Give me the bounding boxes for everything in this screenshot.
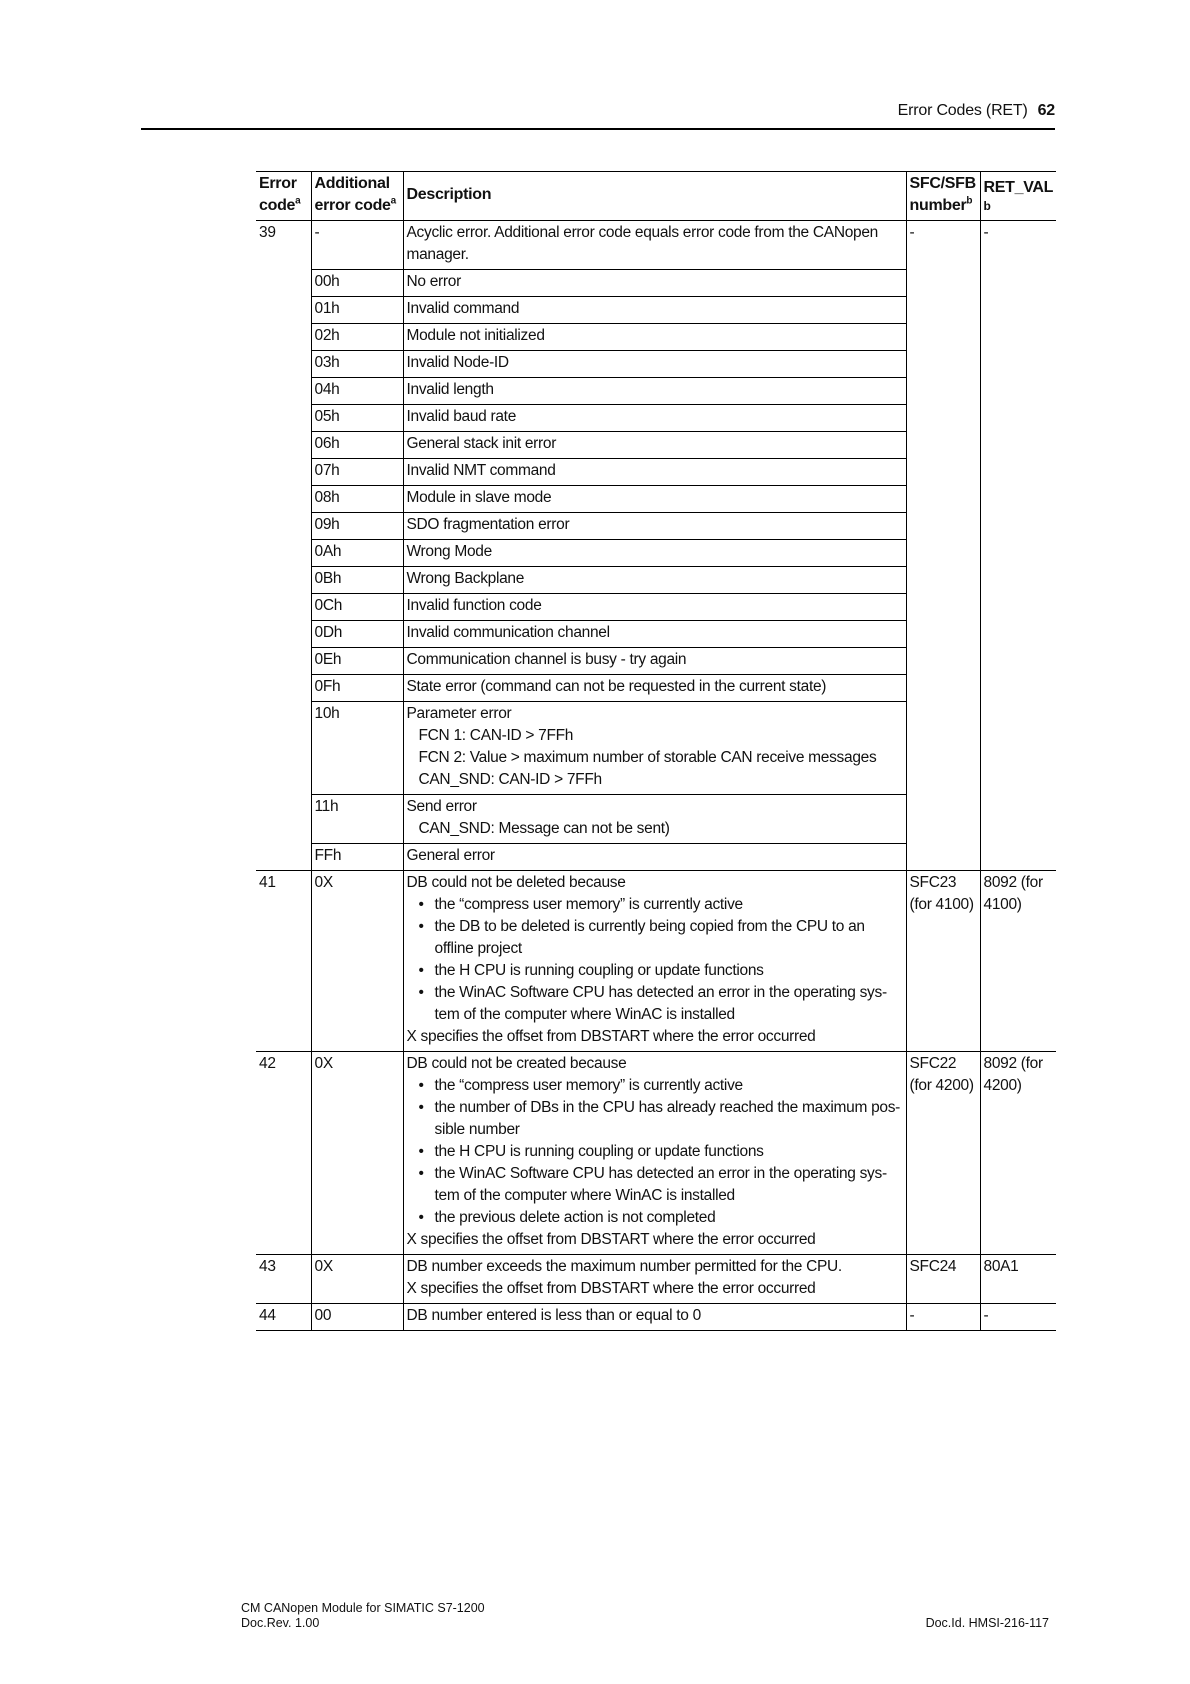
additional-code: 0X bbox=[311, 1255, 403, 1304]
list-item: • the WinAC Software CPU has detected an error in the operating sys-tem of the computer where WinAC is installed bbox=[407, 982, 903, 1026]
col-header-error-code: Error code$^a$ bbox=[256, 172, 311, 221]
description: Invalid length bbox=[403, 378, 906, 405]
additional-code: 00 bbox=[311, 1304, 403, 1331]
list-item: • the previous delete action is not completed bbox=[407, 1207, 903, 1229]
sfc-number: SFC22 (for 4200) bbox=[906, 1052, 980, 1255]
additional-code: 0Eh bbox=[311, 648, 403, 675]
additional-code: - bbox=[311, 221, 403, 270]
description: Invalid baud rate bbox=[403, 405, 906, 432]
bullet-list bbox=[407, 894, 903, 1026]
page-header bbox=[141, 98, 1055, 130]
description: Module not initialized bbox=[403, 324, 906, 351]
col-header-sfc: SFC/SFB number$^b$ bbox=[906, 172, 980, 221]
additional-code: 08h bbox=[311, 486, 403, 513]
ret-val: 80A1 bbox=[980, 1255, 1056, 1304]
description: Send error CAN_SND: Message can not be sent) bbox=[403, 795, 906, 844]
sfc-number: SFC24 bbox=[906, 1255, 980, 1304]
list-item: • the “compress user memory” is currently active bbox=[407, 1075, 903, 1097]
description: General error bbox=[403, 844, 906, 871]
sfc-number: SFC23 (for 4100) bbox=[906, 871, 980, 1052]
additional-code: 10h bbox=[311, 702, 403, 795]
ret-val: 8092 (for 4100) bbox=[980, 871, 1056, 1052]
bullet-list bbox=[407, 1075, 903, 1229]
col-header-description: Description bbox=[403, 172, 906, 221]
description: General stack init error bbox=[403, 432, 906, 459]
additional-code: 01h bbox=[311, 297, 403, 324]
description: DB could not be created because • the “compress user memory” is currently active • the number of DBs in the CPU has already reached the maximum pos-sible number • the H CPU is running coupling or update functions • the WinAC Software CPU has detected an error in the operating sys-tem of the computer where WinAC is installed • the previous delete action is not completed X specifies the offset from DBSTART where the error occurred bbox=[403, 1052, 906, 1255]
error-code-42: 42 bbox=[256, 1052, 311, 1255]
page-number: 62 bbox=[1037, 102, 1055, 119]
footer-title: CM CANopen Module for SIMATIC S7-1200 bbox=[241, 1601, 485, 1615]
table-row bbox=[256, 1255, 1056, 1304]
ret-val: - bbox=[980, 1304, 1056, 1331]
header-text bbox=[898, 102, 1055, 120]
additional-code: 0Ch bbox=[311, 594, 403, 621]
table-row bbox=[256, 1052, 1056, 1255]
additional-code: 0X bbox=[311, 871, 403, 1052]
list-item: • the “compress user memory” is currently active bbox=[407, 894, 903, 916]
error-code-39: 39 bbox=[256, 221, 311, 871]
description: Wrong Mode bbox=[403, 540, 906, 567]
footer-doc-id: Doc.Id. HMSI-216-117 bbox=[925, 1616, 1049, 1630]
description: Invalid communication channel bbox=[403, 621, 906, 648]
additional-code: 0Fh bbox=[311, 675, 403, 702]
description: State error (command can not be requested in the current state) bbox=[403, 675, 906, 702]
description: Invalid Node-ID bbox=[403, 351, 906, 378]
list-item: • the number of DBs in the CPU has already reached the maximum pos-sible number bbox=[407, 1097, 903, 1141]
ret-val: 8092 (for 4200) bbox=[980, 1052, 1056, 1255]
additional-code: 05h bbox=[311, 405, 403, 432]
description: DB number exceeds the maximum number permitted for the CPU. X specifies the offset from DBSTART where the error occurred bbox=[403, 1255, 906, 1304]
list-item: • the H CPU is running coupling or update functions bbox=[407, 960, 903, 982]
description: Communication channel is busy - try again bbox=[403, 648, 906, 675]
error-code-41: 41 bbox=[256, 871, 311, 1052]
additional-code: 00h bbox=[311, 270, 403, 297]
table-row bbox=[256, 221, 1056, 270]
section-title: Error Codes (RET) bbox=[897, 102, 1028, 119]
description: DB could not be deleted because • the “compress user memory” is currently active • the DB to be deleted is currently being copied from the CPU to an offline project • the H CPU is running coupling or update functions • the WinAC Software CPU has detected an error in the operating sys-tem of the computer where WinAC is installed X specifies the offset from DBSTART where the error occurred bbox=[403, 871, 906, 1052]
sfc-number: - bbox=[906, 1304, 980, 1331]
additional-code: 0X bbox=[311, 1052, 403, 1255]
description: SDO fragmentation error bbox=[403, 513, 906, 540]
additional-code: 07h bbox=[311, 459, 403, 486]
list-item: • the DB to be deleted is currently being copied from the CPU to an offline project bbox=[407, 916, 903, 960]
ret-val: - bbox=[980, 221, 1056, 871]
list-item: • the H CPU is running coupling or update functions bbox=[407, 1141, 903, 1163]
additional-code: 0Bh bbox=[311, 567, 403, 594]
additional-code: FFh bbox=[311, 844, 403, 871]
footer-revision: Doc.Rev. 1.00 bbox=[241, 1616, 320, 1630]
additional-code: 02h bbox=[311, 324, 403, 351]
additional-code: 11h bbox=[311, 795, 403, 844]
col-header-retval: RET_VAL b bbox=[980, 172, 1056, 221]
table-row bbox=[256, 871, 1056, 1052]
additional-code: 09h bbox=[311, 513, 403, 540]
table-row bbox=[256, 1304, 1056, 1331]
additional-code: 03h bbox=[311, 351, 403, 378]
description: DB number entered is less than or equal to 0 bbox=[403, 1304, 906, 1331]
error-code-table bbox=[256, 171, 1056, 1331]
list-item: • the WinAC Software CPU has detected an error in the operating sys-tem of the computer where WinAC is installed bbox=[407, 1163, 903, 1207]
description: Module in slave mode bbox=[403, 486, 906, 513]
sfc-number: - bbox=[906, 221, 980, 871]
table-header-row bbox=[256, 172, 1056, 221]
additional-code: 0Ah bbox=[311, 540, 403, 567]
col-header-additional: Additional error code$^a$ bbox=[311, 172, 403, 221]
description: Acyclic error. Additional error code equals error code from the CANopen manager. bbox=[403, 221, 906, 270]
additional-code: 04h bbox=[311, 378, 403, 405]
description: Wrong Backplane bbox=[403, 567, 906, 594]
description: No error bbox=[403, 270, 906, 297]
description: Invalid command bbox=[403, 297, 906, 324]
additional-code: 0Dh bbox=[311, 621, 403, 648]
additional-code: 06h bbox=[311, 432, 403, 459]
description: Invalid NMT command bbox=[403, 459, 906, 486]
description: Parameter error FCN 1: CAN-ID > 7FFh FCN 2: Value > maximum number of storable CAN receive messages CAN_SND: CAN-ID > 7FFh bbox=[403, 702, 906, 795]
error-code-44: 44 bbox=[256, 1304, 311, 1331]
description: Invalid function code bbox=[403, 594, 906, 621]
error-code-43: 43 bbox=[256, 1255, 311, 1304]
footer-left bbox=[241, 1601, 485, 1631]
